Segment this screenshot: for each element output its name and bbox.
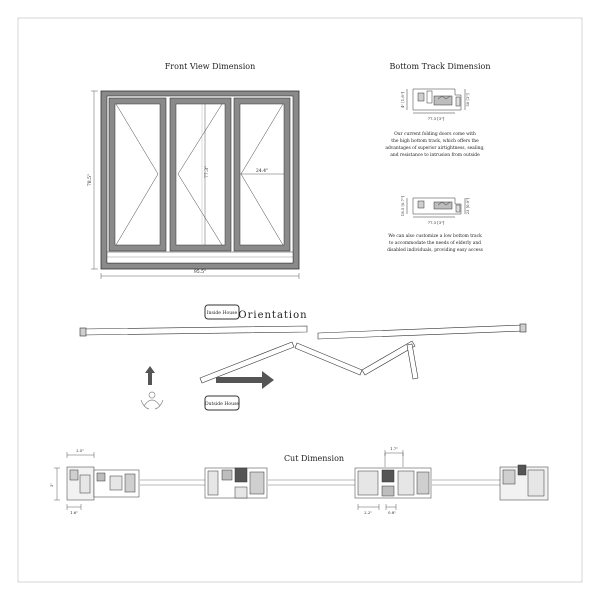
high-track-note-line-1: Our current folding doors come with [394,132,476,137]
overall-height-label: 78.5" [88,173,93,187]
low-track-note-line-2: to accommodate the needs of elderly and [389,241,481,246]
frame-height-label: 3" [49,482,54,488]
high-track-height-label: 4" [1.8"] [400,91,405,109]
overall-width-label: 95.5" [193,270,207,275]
folding-door-plan [80,324,526,383]
low-track-note-line-3: disabled individuals, providing easy access [387,248,483,253]
panel-width-label: 24.4" [255,169,269,174]
front-view-title: Front View Dimension [164,62,256,71]
jamb-width-label: 1.6" [70,510,78,515]
high-track-frame-label: 50 [2"] [465,93,470,107]
cut-section-profile [67,465,548,500]
high-track-width-label: 77.3 [3"] [427,116,445,121]
inside-house-label: Inside House [206,311,238,316]
front-view-door [101,91,299,269]
low-track-note-line-1: We can also customize a low bottom track [388,234,482,239]
panel-height-label: 77.3" [205,165,210,179]
high-track-note-line-3: advantages of superior airtightness, sealing, [385,146,485,151]
stile-width-label: 2.2" [364,510,372,515]
low-track-frame-label: 23 [0.9"] [465,197,470,215]
high-track-note-line-4: and resistance to intrusion from outside [390,153,480,158]
high-track-note-line-2: the high bottom track, which offers the [391,139,479,144]
hinge-width-label: 0.8" [388,510,396,515]
outside-house-label: Outside House [204,402,240,407]
up-arrow-icon [145,366,155,385]
low-track-width-label: 77.3 [3"] [427,220,445,225]
orientation-title: Orientation [238,310,308,321]
person-icon [141,392,163,409]
frame-depth-label: 2.5" [76,448,84,453]
low-track-height-label: 18.5 [0.7"] [400,195,405,217]
hinge-gap-label: 1.7" [390,446,398,451]
cut-dimension-title: Cut Dimension [283,454,345,463]
low-track-profile [407,198,465,217]
high-track-profile [407,89,465,113]
bottom-track-title: Bottom Track Dimension [389,62,491,71]
